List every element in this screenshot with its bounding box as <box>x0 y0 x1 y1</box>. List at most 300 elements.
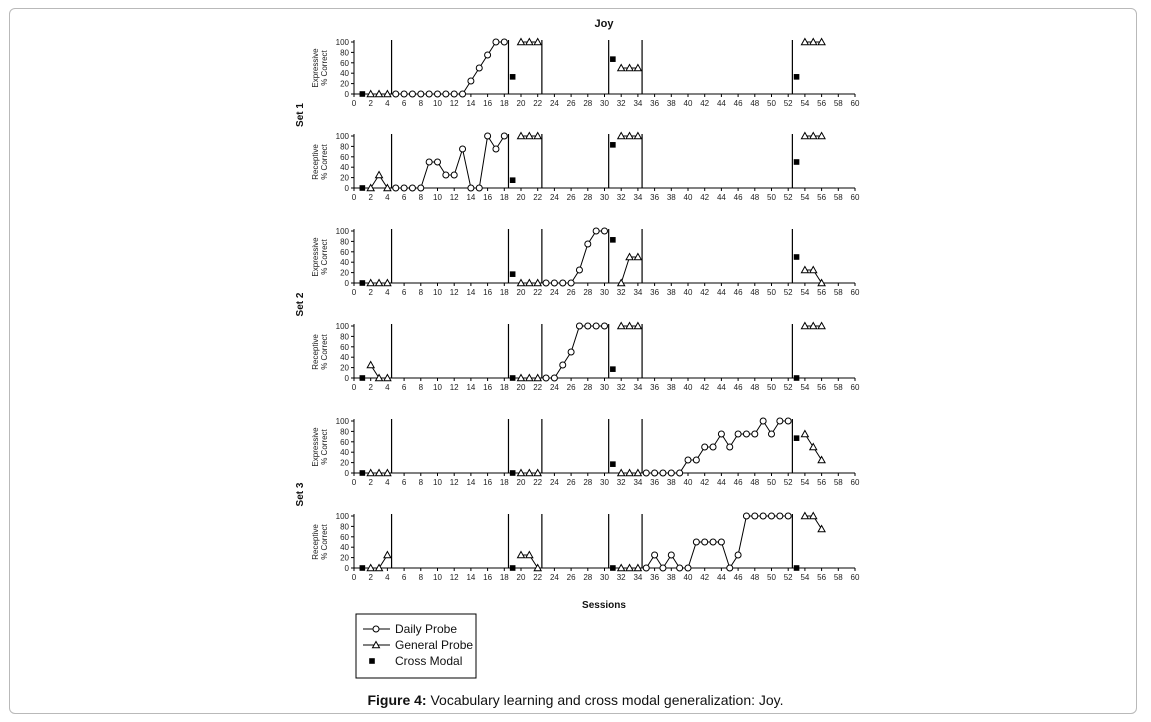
legend-marker-circle <box>373 626 379 632</box>
x-tick-label: 26 <box>566 478 576 487</box>
panel-6 <box>295 482 860 582</box>
x-tick-label: 6 <box>401 193 407 202</box>
x-tick-label: 18 <box>499 478 509 487</box>
cross-modal-point <box>610 56 616 62</box>
daily-probe-point <box>760 513 766 519</box>
y-tick-label: 40 <box>340 543 349 553</box>
daily-probe-point <box>693 539 699 545</box>
y-axis-label-line: Expressive <box>311 48 320 88</box>
figure-caption <box>0 692 1151 708</box>
y-axis-label-line: % Correct <box>320 50 329 86</box>
x-tick-label: 34 <box>633 573 643 582</box>
x-tick-label: 24 <box>549 478 559 487</box>
daily-probe-point <box>752 431 758 437</box>
x-tick-label: 48 <box>750 99 760 108</box>
daily-probe-point <box>401 185 407 191</box>
x-tick-label: 18 <box>499 99 509 108</box>
x-tick-label: 60 <box>850 478 860 487</box>
x-tick-label: 22 <box>533 573 543 582</box>
x-tick-label: 2 <box>368 288 373 297</box>
x-tick-label: 10 <box>433 288 442 297</box>
daily-probe-point <box>760 418 766 424</box>
x-tick-label: 30 <box>600 288 609 297</box>
x-tick-label: 58 <box>833 193 843 202</box>
daily-probe-point <box>568 349 574 355</box>
x-tick-label: 22 <box>533 383 543 392</box>
cross-modal-point <box>510 565 516 571</box>
daily-probe-point <box>652 552 658 558</box>
y-tick-label: 20 <box>340 553 349 563</box>
x-tick-label: 30 <box>600 383 609 392</box>
x-tick-label: 40 <box>683 478 693 487</box>
x-tick-label: 52 <box>783 288 793 297</box>
x-tick-label: 2 <box>368 193 373 202</box>
daily-probe-point <box>777 418 783 424</box>
x-tick-label: 2 <box>368 573 373 582</box>
y-tick-label: 0 <box>344 184 349 193</box>
x-tick-label: 16 <box>483 478 493 487</box>
cross-modal-point <box>794 565 800 571</box>
daily-probe-point <box>476 65 482 71</box>
x-tick-label: 44 <box>716 383 726 392</box>
x-tick-label: 36 <box>650 193 660 202</box>
x-tick-label: 54 <box>800 478 810 487</box>
daily-probe-point <box>393 185 399 191</box>
x-tick-label: 14 <box>466 99 476 108</box>
x-tick-label: 42 <box>700 99 710 108</box>
daily-probe-point <box>743 513 749 519</box>
y-axis-label-line: % Correct <box>320 524 329 560</box>
daily-probe-point <box>468 185 474 191</box>
x-tick-label: 52 <box>783 478 793 487</box>
y-tick-label: 20 <box>340 173 349 183</box>
x-tick-label: 56 <box>817 573 827 582</box>
panels-group <box>295 38 860 582</box>
x-tick-label: 42 <box>700 383 710 392</box>
x-tick-label: 50 <box>767 383 776 392</box>
cross-modal-point <box>510 470 516 476</box>
daily-probe-point <box>585 241 591 247</box>
panel-5 <box>311 417 860 487</box>
x-tick-label: 48 <box>750 383 760 392</box>
daily-probe-point <box>451 91 457 97</box>
x-tick-label: 26 <box>566 99 576 108</box>
daily-probe-point <box>727 444 733 450</box>
cross-modal-point <box>510 271 516 277</box>
set-label: Set 1 <box>295 103 306 127</box>
daily-probe-point <box>485 52 491 58</box>
x-tick-label: 28 <box>583 99 593 108</box>
x-tick-label: 50 <box>767 288 776 297</box>
x-tick-label: 38 <box>666 573 676 582</box>
x-tick-label: 54 <box>800 288 810 297</box>
x-tick-label: 32 <box>616 478 626 487</box>
daily-probe-point <box>593 228 599 234</box>
x-tick-label: 34 <box>633 478 643 487</box>
cross-modal-point <box>360 470 366 476</box>
y-axis-label-line: % Correct <box>320 429 329 465</box>
y-tick-label: 40 <box>340 353 349 363</box>
y-axis-label-line: % Correct <box>320 239 329 275</box>
y-axis-label-line: Receptive <box>311 334 320 370</box>
y-tick-label: 100 <box>335 38 349 47</box>
y-tick-label: 100 <box>335 132 349 141</box>
y-tick-label: 20 <box>340 458 349 468</box>
x-tick-label: 16 <box>483 99 493 108</box>
x-tick-label: 8 <box>418 193 424 202</box>
x-tick-label: 24 <box>549 383 559 392</box>
daily-probe-point <box>418 91 424 97</box>
x-tick-label: 58 <box>833 383 843 392</box>
x-tick-label: 38 <box>666 288 676 297</box>
x-tick-label: 60 <box>850 193 860 202</box>
x-tick-label: 22 <box>533 478 543 487</box>
daily-probe-point <box>677 470 683 476</box>
x-tick-label: 56 <box>817 288 827 297</box>
daily-probe-point <box>568 280 574 286</box>
x-tick-label: 4 <box>385 573 390 582</box>
cross-modal-point <box>794 254 800 260</box>
daily-probe-point <box>702 539 708 545</box>
x-tick-label: 46 <box>733 573 743 582</box>
x-tick-label: 4 <box>385 383 390 392</box>
daily-probe-point <box>485 133 491 139</box>
set-label: Set 2 <box>295 292 306 317</box>
x-tick-label: 16 <box>483 573 493 582</box>
daily-probe-point <box>769 513 775 519</box>
x-tick-label: 6 <box>401 573 407 582</box>
x-tick-label: 48 <box>750 193 760 202</box>
x-tick-label: 56 <box>817 193 827 202</box>
daily-probe-point <box>735 431 741 437</box>
y-axis-label <box>311 523 329 559</box>
cross-modal-point <box>510 177 516 183</box>
daily-probe-point <box>543 375 549 381</box>
daily-probe-point <box>576 267 582 273</box>
x-tick-label: 30 <box>600 573 609 582</box>
y-tick-label: 100 <box>335 417 349 426</box>
x-tick-label: 32 <box>616 383 626 392</box>
x-tick-label: 56 <box>817 478 827 487</box>
y-tick-label: 20 <box>340 79 349 89</box>
y-axis-label <box>311 237 329 277</box>
y-tick-label: 80 <box>340 237 349 247</box>
daily-probe-point <box>710 539 716 545</box>
x-tick-label: 46 <box>733 383 743 392</box>
y-tick-label: 60 <box>340 247 349 257</box>
daily-probe-line <box>396 136 505 188</box>
x-tick-label: 32 <box>616 288 626 297</box>
y-tick-label: 0 <box>344 374 349 383</box>
x-tick-label: 26 <box>566 573 576 582</box>
x-tick-label: 16 <box>483 288 493 297</box>
x-tick-label: 60 <box>850 288 860 297</box>
x-tick-label: 32 <box>616 573 626 582</box>
cross-modal-point <box>794 74 800 80</box>
x-tick-label: 34 <box>633 288 643 297</box>
x-tick-label: 20 <box>516 288 526 297</box>
x-tick-label: 16 <box>483 193 493 202</box>
general-probe-point <box>376 172 383 178</box>
x-tick-label: 58 <box>833 573 843 582</box>
daily-probe-point <box>409 185 415 191</box>
cross-modal-point <box>360 375 366 381</box>
daily-probe-point <box>752 513 758 519</box>
daily-probe-point <box>643 565 649 571</box>
x-tick-label: 24 <box>549 573 559 582</box>
x-tick-label: 40 <box>683 383 693 392</box>
cross-modal-point <box>510 74 516 80</box>
y-tick-label: 80 <box>340 48 349 58</box>
x-tick-label: 28 <box>583 573 593 582</box>
x-tick-label: 20 <box>516 478 526 487</box>
daily-probe-point <box>401 91 407 97</box>
x-tick-label: 28 <box>583 383 593 392</box>
daily-probe-point <box>468 78 474 84</box>
cross-modal-point <box>610 142 616 148</box>
x-tick-label: 30 <box>600 193 609 202</box>
x-axis-label: Sessions <box>582 600 626 611</box>
x-tick-label: 12 <box>449 573 459 582</box>
x-tick-label: 14 <box>466 193 476 202</box>
general-probe-point <box>810 444 817 450</box>
y-axis-label <box>311 427 329 467</box>
legend-label: General Probe <box>395 638 474 652</box>
x-tick-label: 40 <box>683 99 693 108</box>
general-probe-point <box>384 552 391 558</box>
x-tick-label: 20 <box>516 99 526 108</box>
x-tick-label: 34 <box>633 383 643 392</box>
x-tick-label: 4 <box>385 99 390 108</box>
daily-probe-point <box>493 146 499 152</box>
daily-probe-point <box>576 323 582 329</box>
x-tick-label: 38 <box>666 99 676 108</box>
daily-probe-point <box>393 91 399 97</box>
daily-probe-point <box>777 513 783 519</box>
daily-probe-point <box>585 323 591 329</box>
x-tick-label: 0 <box>351 99 357 108</box>
x-tick-label: 4 <box>385 478 390 487</box>
x-tick-label: 6 <box>401 478 407 487</box>
y-tick-label: 80 <box>340 142 349 152</box>
daily-probe-point <box>685 565 691 571</box>
x-tick-label: 46 <box>733 288 743 297</box>
x-tick-label: 18 <box>499 573 509 582</box>
x-tick-label: 4 <box>385 288 390 297</box>
x-tick-label: 56 <box>817 383 827 392</box>
x-tick-label: 2 <box>368 478 373 487</box>
daily-probe-point <box>710 444 716 450</box>
chart-title: Joy <box>594 18 614 30</box>
x-tick-label: 42 <box>700 288 710 297</box>
x-tick-label: 40 <box>683 288 693 297</box>
x-tick-label: 54 <box>800 193 810 202</box>
daily-probe-point <box>426 159 432 165</box>
x-tick-label: 8 <box>418 383 424 392</box>
daily-probe-point <box>501 133 507 139</box>
daily-probe-point <box>460 146 466 152</box>
daily-probe-point <box>735 552 741 558</box>
cross-modal-point <box>510 375 516 381</box>
daily-probe-point <box>560 280 566 286</box>
x-tick-label: 50 <box>767 99 776 108</box>
x-tick-label: 60 <box>850 383 860 392</box>
x-tick-label: 12 <box>449 288 459 297</box>
x-tick-label: 24 <box>549 193 559 202</box>
daily-probe-point <box>660 470 666 476</box>
x-tick-label: 50 <box>767 478 776 487</box>
y-tick-label: 60 <box>340 58 349 68</box>
x-tick-label: 38 <box>666 193 676 202</box>
y-axis-label-line: Receptive <box>311 144 320 180</box>
x-tick-label: 54 <box>800 573 810 582</box>
daily-probe-point <box>602 228 608 234</box>
daily-probe-point <box>727 565 733 571</box>
x-tick-label: 48 <box>750 478 760 487</box>
x-tick-label: 48 <box>750 288 760 297</box>
x-tick-label: 46 <box>733 99 743 108</box>
cross-modal-point <box>360 565 366 571</box>
x-tick-label: 2 <box>368 383 373 392</box>
panel-2 <box>295 103 860 202</box>
x-tick-label: 38 <box>666 478 676 487</box>
cross-modal-point <box>360 91 366 97</box>
x-tick-label: 12 <box>449 383 459 392</box>
caption-label: Figure 4: <box>367 692 427 708</box>
cross-modal-point <box>610 237 616 243</box>
daily-probe-point <box>418 185 424 191</box>
general-probe-point <box>818 526 825 532</box>
y-axis-label-line: Receptive <box>311 524 320 560</box>
x-tick-label: 22 <box>533 288 543 297</box>
general-probe-line <box>621 257 638 283</box>
x-tick-label: 40 <box>683 573 693 582</box>
x-tick-label: 10 <box>433 99 442 108</box>
daily-probe-point <box>685 457 691 463</box>
x-tick-label: 34 <box>633 193 643 202</box>
x-tick-label: 36 <box>650 478 660 487</box>
daily-probe-line <box>546 231 604 283</box>
cross-modal-point <box>794 159 800 165</box>
x-tick-label: 58 <box>833 478 843 487</box>
daily-probe-point <box>677 565 683 571</box>
y-tick-label: 0 <box>344 90 349 99</box>
x-tick-label: 52 <box>783 193 793 202</box>
x-tick-label: 0 <box>351 478 357 487</box>
x-tick-label: 38 <box>666 383 676 392</box>
x-tick-label: 12 <box>449 193 459 202</box>
daily-probe-point <box>718 539 724 545</box>
cross-modal-point <box>794 435 800 441</box>
x-tick-label: 46 <box>733 193 743 202</box>
daily-probe-point <box>743 431 749 437</box>
x-tick-label: 26 <box>566 193 576 202</box>
x-tick-label: 14 <box>466 478 476 487</box>
daily-probe-point <box>551 375 557 381</box>
x-tick-label: 44 <box>716 573 726 582</box>
cross-modal-point <box>610 366 616 372</box>
y-tick-label: 0 <box>344 564 349 573</box>
daily-probe-point <box>543 280 549 286</box>
y-axis-label-line: % Correct <box>320 334 329 370</box>
legend-label: Cross Modal <box>395 654 463 668</box>
daily-probe-point <box>443 172 449 178</box>
x-tick-label: 12 <box>449 478 459 487</box>
panel-1 <box>311 38 860 108</box>
x-tick-label: 24 <box>549 99 559 108</box>
x-tick-label: 18 <box>499 383 509 392</box>
daily-probe-point <box>551 280 557 286</box>
daily-probe-point <box>493 39 499 45</box>
x-tick-label: 44 <box>716 193 726 202</box>
daily-probe-point <box>785 418 791 424</box>
y-tick-label: 100 <box>335 227 349 236</box>
legend-marker-square <box>369 658 375 664</box>
daily-probe-point <box>785 513 791 519</box>
daily-probe-point <box>643 470 649 476</box>
panel-3 <box>311 227 860 297</box>
y-axis-label <box>311 48 329 88</box>
x-tick-label: 2 <box>368 99 373 108</box>
daily-probe-line <box>546 326 604 378</box>
daily-probe-point <box>668 470 674 476</box>
x-tick-label: 30 <box>600 478 609 487</box>
cross-modal-point <box>610 461 616 467</box>
daily-probe-point <box>593 323 599 329</box>
daily-probe-point <box>426 91 432 97</box>
y-tick-label: 60 <box>340 342 349 352</box>
daily-probe-point <box>476 185 482 191</box>
y-tick-label: 80 <box>340 332 349 342</box>
y-tick-label: 60 <box>340 437 349 447</box>
x-tick-label: 44 <box>716 99 726 108</box>
y-tick-label: 100 <box>335 512 349 521</box>
x-tick-label: 34 <box>633 99 643 108</box>
daily-probe-point <box>702 444 708 450</box>
y-tick-label: 20 <box>340 363 349 373</box>
x-tick-label: 20 <box>516 383 526 392</box>
x-tick-label: 58 <box>833 288 843 297</box>
daily-probe-line <box>646 516 788 568</box>
daily-probe-point <box>560 362 566 368</box>
x-tick-label: 0 <box>351 193 357 202</box>
x-tick-label: 32 <box>616 193 626 202</box>
y-tick-label: 100 <box>335 322 349 331</box>
y-tick-label: 60 <box>340 532 349 542</box>
y-tick-label: 40 <box>340 69 349 79</box>
cross-modal-point <box>794 375 800 381</box>
x-tick-label: 42 <box>700 193 710 202</box>
y-tick-label: 80 <box>340 522 349 532</box>
daily-probe-point <box>652 470 658 476</box>
y-tick-label: 0 <box>344 279 349 288</box>
x-tick-label: 8 <box>418 478 424 487</box>
x-tick-label: 54 <box>800 383 810 392</box>
daily-probe-point <box>501 39 507 45</box>
x-tick-label: 28 <box>583 288 593 297</box>
cross-modal-point <box>360 280 366 286</box>
x-tick-label: 56 <box>817 99 827 108</box>
legend-label: Daily Probe <box>395 622 458 636</box>
x-tick-label: 36 <box>650 383 660 392</box>
x-tick-label: 54 <box>800 99 810 108</box>
y-tick-label: 0 <box>344 469 349 478</box>
daily-probe-point <box>602 323 608 329</box>
cross-modal-point <box>360 185 366 191</box>
y-axis-label <box>311 333 329 369</box>
x-tick-label: 60 <box>850 573 860 582</box>
y-axis-label <box>311 143 329 179</box>
